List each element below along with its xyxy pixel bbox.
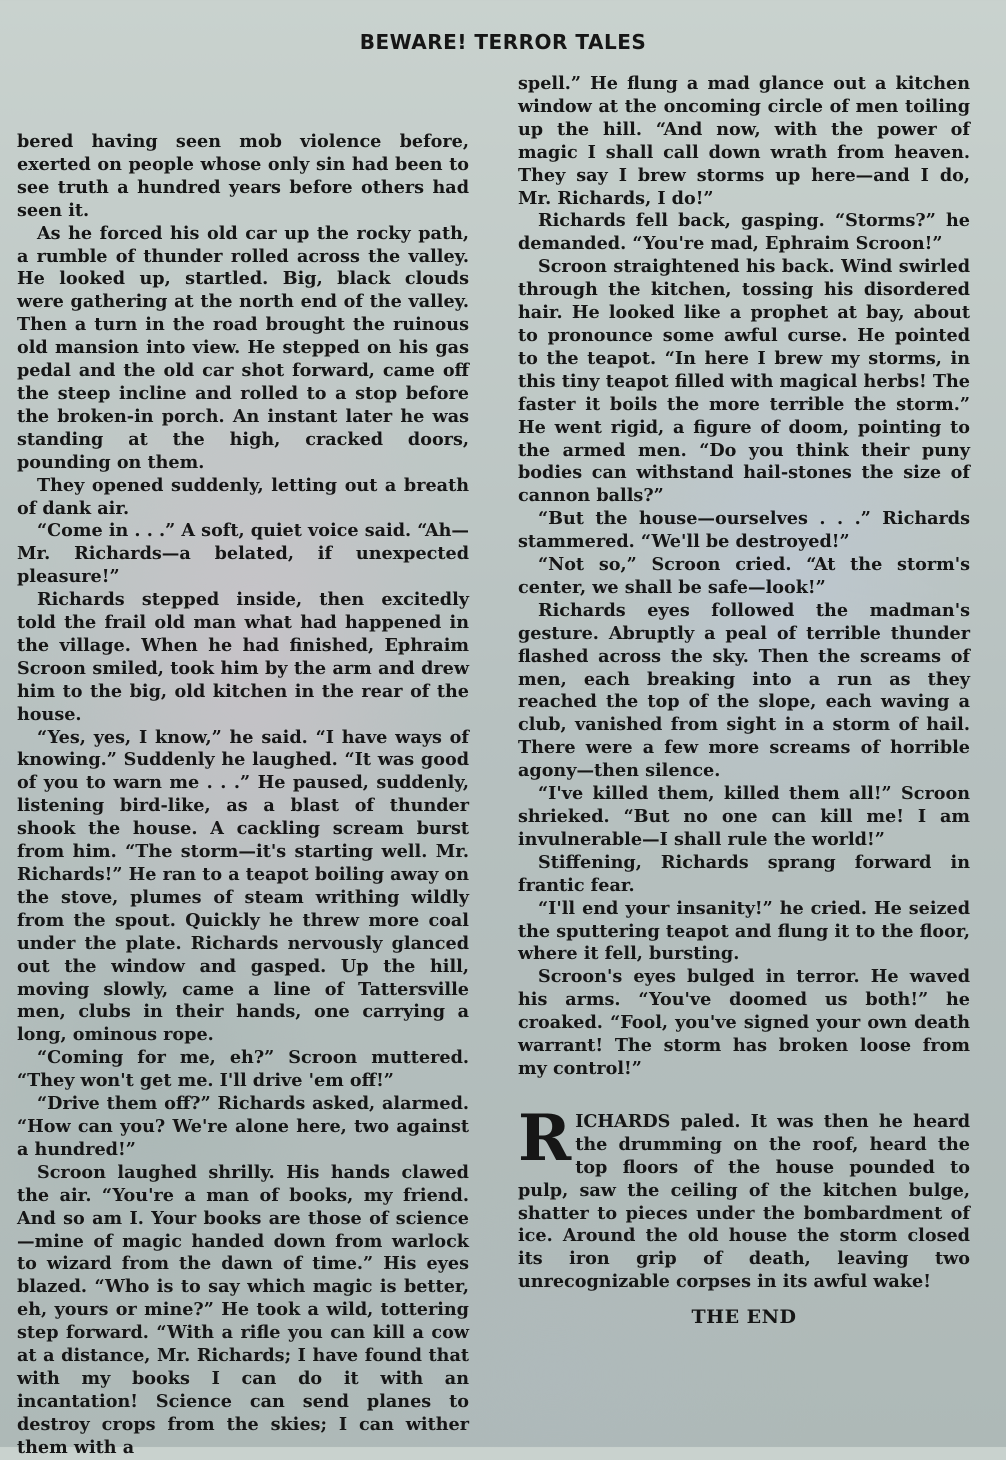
right-column <box>518 73 970 1329</box>
left-column <box>17 131 469 1460</box>
paragraph: “Not so,” Scroon cried. “At the storm's center, we shall be safe—look!” <box>518 554 970 598</box>
paragraph: Scroon's eyes bulged in terror. He waved his arms. “You've doomed us both!” he croaked. “Fool, you've signed your own death warrant! The storm has broken loose from my control!” <box>518 966 970 1079</box>
paragraph: bered having seen mob violence before, exerted on people whose only sin had been to see truth a hundred years before others had seen it. <box>17 131 469 221</box>
drop-cap: R <box>518 1100 572 1176</box>
paragraph: “Drive them off?” Richards asked, alarmed. “How can you? We're alone here, two against a hundred!” <box>17 1093 469 1160</box>
paragraph: Richards stepped inside, then excitedly told the frail old man what had happened in the village. When he had finished, Ephraim Scroon smiled, took him by the arm and drew him to the big, old kitchen in the rear of the house. <box>17 589 469 725</box>
paragraph: Scroon laughed shrilly. His hands clawed the air. “You're a man of books, my friend. And so am I. Your books are those of science —mine of magic handed down from warlock to wizard from the dawn of time.” His eyes blazed. “Who is to say which magic is better, eh, yours or mine?” He took a wild, tottering step forward. “With a rifle you can kill a cow at a distance, Mr. Richards; I have found that with my books I can do it with an incantation! Science can send planes to destroy crops from the skies; I can wither them with a <box>17 1161 469 1458</box>
paragraph: Scroon straightened his back. Wind swirled through the kitchen, tossing his disordered hair. He looked like a prophet at bay, about to pronounce some awful curse. He pointed to the teapot. “In here I brew my storms, in this tiny teapot filled with magical herbs! The faster it boils the more terrible the storm.” He went rigid, a figure of doom, pointing to the armed men. “Do you think their puny bodies can withstand hail-stones the size of cannon balls?” <box>518 256 970 507</box>
paragraph: As he forced his old car up the rocky path, a rumble of thunder rolled across the valley. He looked up, startled. Big, black clouds were gathering at the north end of the valley. Then a turn in the road brought the ruinous old mansion into view. He stepped on his gas pedal and the old car shot forward, came off the steep incline and rolled to a stop before the broken-in porch. An instant later he was standing at the high, cracked doors, pounding on them. <box>17 222 469 473</box>
the-end: THE END <box>691 1306 797 1329</box>
paragraph: They opened suddenly, letting out a breath of dank air. <box>17 474 469 519</box>
paragraph: “Come in . . .” A soft, quiet voice said. “Ah—Mr. Richards—a belated, if unexpected pleasure!” <box>17 520 469 588</box>
paragraph: “But the house—ourselves . . .” Richards stammered. “We'll be destroyed!” <box>518 508 970 553</box>
paragraph: Richards eyes followed the madman's gesture. Abruptly a peal of terrible thunder flashed across the sky. Then the screams of men, each breaking into a run as they reached the top of the slope, each waving a club, vanished from sight in a storm of hail. There were a few more screams of horrible agony—then silence. <box>518 599 970 782</box>
paragraph: Stiffening, Richards sprang forward in frantic fear. <box>518 851 970 896</box>
paragraph: Richards fell back, gasping. “Storms?” he demanded. “You're mad, Ephraim Scroon!” <box>518 210 970 255</box>
paragraph: “Yes, yes, I know,” he said. “I have ways of knowing.” Suddenly he laughed. “It was good of you to warn me . . .” He paused, suddenly, listening bird-like, as a blast of thunder shook the house. A cackling scream burst from him. “The storm—it's starting well. Mr. Richards!” He ran to a teapot boiling away on the stove, plumes of steam writhing wildly from the spout. Quickly he threw more coal under the plate. Richards nervously glanced out the window and gasped. Up the hill, moving slowly, came a line of Tattersville men, clubs in their hands, one carrying a long, ominous rope. <box>17 726 469 1046</box>
page-title: BEWARE! TERROR TALES <box>359 30 647 54</box>
paragraph: “I'll end your insanity!” he cried. He seized the sputtering teapot and flung it to the floor, where it fell, bursting. <box>518 897 970 965</box>
paragraph: spell.” He flung a mad glance out a kitchen window at the oncoming circle of men toiling up the hill. “And now, with the power of magic I shall call down wrath from heaven. They say I brew storms up here—and I do, Mr. Richards, I do!” <box>518 73 970 209</box>
final-paragraph-text: ICHARDS paled. It was then he heard the drumming on the roof, heard the top floors of the house pounded to pulp, saw the ceiling of the kitchen bulge, shatter to pieces under the bombardment of ice. Around the old house the storm closed its iron grip of death, leaving two unrecognizable corpses in its awful wake! <box>518 1110 970 1293</box>
paragraph: “I've killed them, killed them all!” Scroon shrieked. “But no one can kill me! I am invulnerable—I shall rule the world!” <box>518 783 970 850</box>
final-paragraph <box>518 1100 970 1294</box>
paragraph: “Coming for me, eh?” Scroon muttered. “They won't get me. I'll drive 'em off!” <box>17 1047 469 1092</box>
